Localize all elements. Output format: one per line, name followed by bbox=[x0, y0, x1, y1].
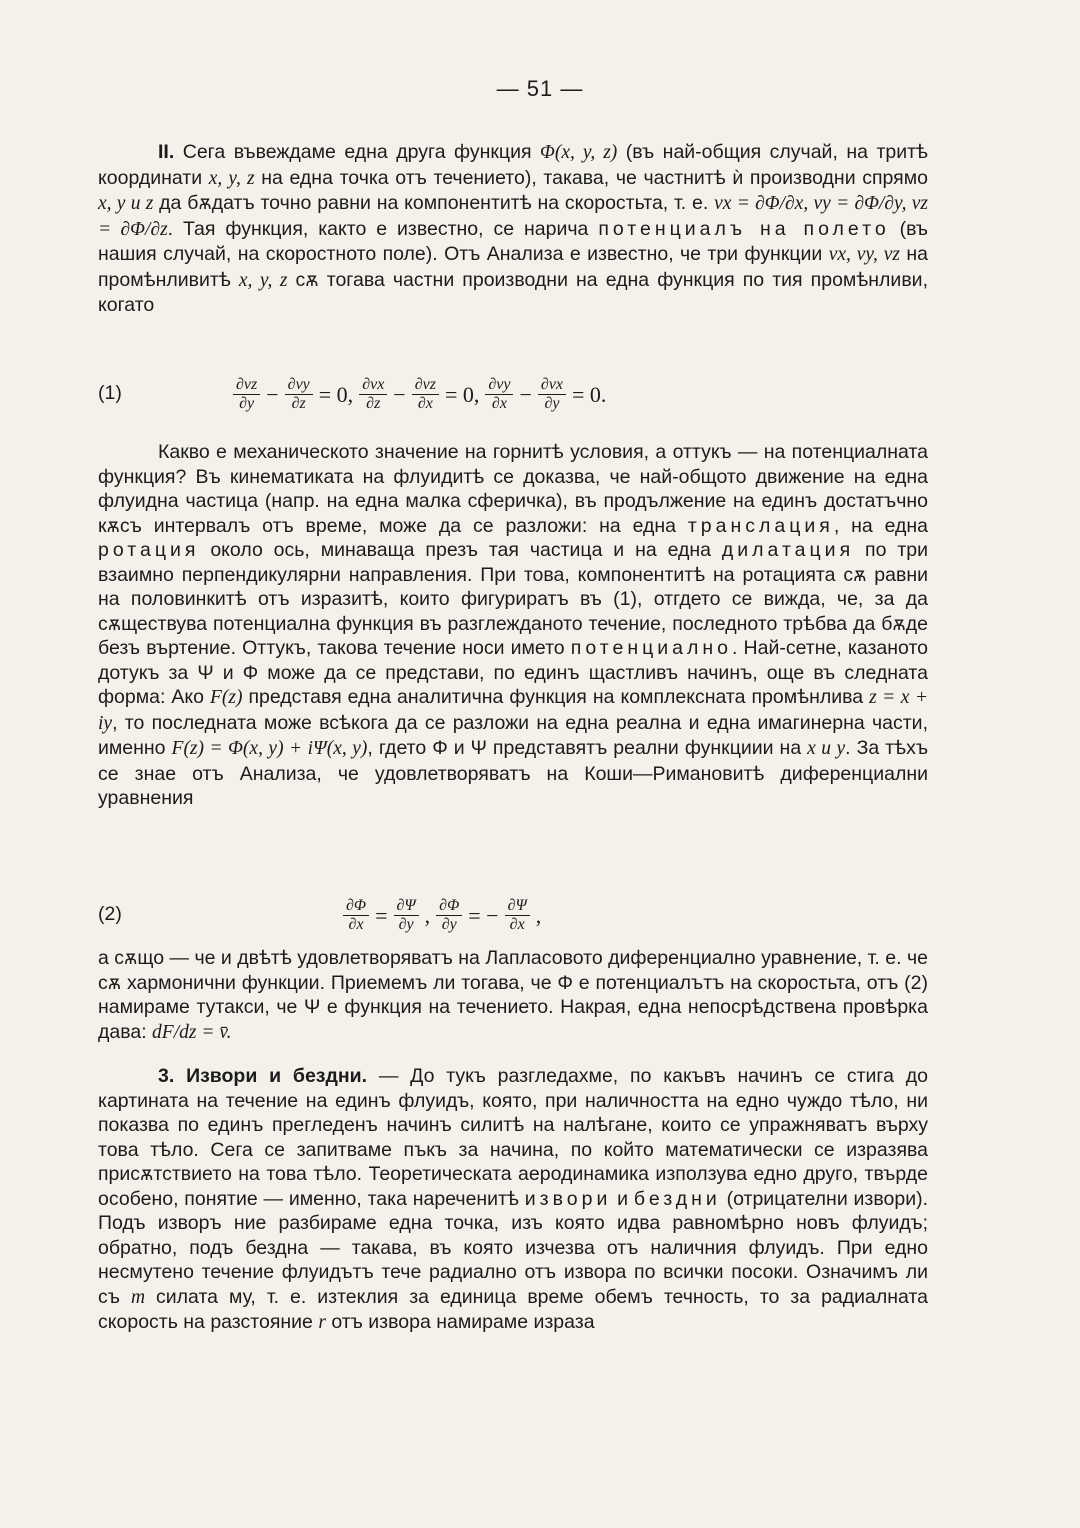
operator: = − bbox=[468, 902, 499, 928]
text: . Тая функция, както е известно, се нарича bbox=[167, 217, 599, 240]
text: Сега въвеждаме една друга функция bbox=[174, 141, 541, 163]
fraction bbox=[343, 897, 369, 934]
fraction bbox=[412, 376, 439, 413]
equation-number: (2) bbox=[98, 903, 122, 925]
denominator: ∂y bbox=[398, 916, 414, 933]
numerator: ∂vz bbox=[412, 376, 439, 395]
operator: = 0. bbox=[572, 381, 607, 407]
numerator: ∂vy bbox=[485, 376, 513, 395]
text: а сѫщо — че и двѣтѣ удовлетворяватъ на Лапласовото диференциално уравнение, т. е. че сѫ хармонични функции. Приемемъ ли тогава, че Φ е потенциалътъ на скоростьта, отъ (2) намираме тутакси, че Ψ е функция на течението. Накрая, една непосрѣдствена провѣрка дава: bbox=[98, 947, 928, 1043]
section-ii bbox=[98, 140, 928, 318]
text: представя една аналитична функция на комплексната промѣнлива bbox=[242, 686, 870, 708]
equation-2 bbox=[98, 897, 928, 947]
operator: = 0, bbox=[318, 381, 354, 407]
numerator: ∂vz bbox=[233, 376, 260, 395]
paragraph bbox=[98, 1064, 928, 1336]
equation-1 bbox=[98, 376, 928, 426]
operator: − bbox=[519, 381, 532, 407]
fraction bbox=[394, 897, 419, 934]
denominator: ∂y bbox=[441, 916, 457, 933]
text: (въ най-общия случай, на тритѣ координати bbox=[98, 141, 928, 189]
operator: , bbox=[424, 902, 431, 928]
paragraph bbox=[98, 946, 928, 1045]
text: по три взаимно перпендикулярни направления. При това, компонентитѣ на ротацията сѫ равни на половинкитѣ отъ изразитѣ, които фигуриратъ въ (1), отгдето се вижда, че, за да сѫществува потенциална функция въ разглежданото течение, последното трѣбва да бѫде безъ въртение. Оттукъ, такова течение носи името bbox=[98, 539, 928, 659]
formula: x и y bbox=[807, 738, 846, 759]
equation-body bbox=[343, 897, 541, 934]
equation-number: (1) bbox=[98, 382, 122, 404]
numerator: ∂Φ bbox=[343, 897, 369, 916]
numerator: ∂Ψ bbox=[505, 897, 530, 916]
formula: r bbox=[318, 1312, 326, 1333]
fraction bbox=[485, 376, 513, 413]
paragraph-2 bbox=[98, 440, 928, 811]
formula: vx, vy, vz bbox=[828, 244, 900, 265]
emphasis: транслация bbox=[687, 514, 834, 537]
numerator: ∂Φ bbox=[436, 897, 462, 916]
text: на една точка отъ течението), такава, че частнитѣ ѝ производни спрямо bbox=[254, 166, 928, 189]
emphasis: бездни bbox=[633, 1187, 721, 1210]
text: (въ нашия случай, на скоростното поле). Отъ Анализа е известно, че три функции bbox=[98, 217, 928, 265]
text: , на една bbox=[833, 514, 929, 537]
denominator: ∂x bbox=[348, 916, 364, 933]
formula: x, y, z bbox=[208, 167, 255, 189]
formula: F(z) bbox=[209, 687, 243, 708]
formula: dF/dz = v̄. bbox=[152, 1021, 232, 1043]
emphasis: потенциално bbox=[570, 637, 732, 659]
denominator: ∂z bbox=[291, 395, 306, 412]
fraction bbox=[505, 897, 530, 934]
paragraph-3 bbox=[98, 946, 928, 1045]
denominator: ∂y bbox=[239, 395, 255, 412]
section-3 bbox=[98, 1064, 928, 1336]
formula: x, y, z bbox=[238, 269, 288, 291]
emphasis: ротация bbox=[98, 539, 200, 561]
numerator: ∂vy bbox=[285, 376, 313, 395]
text: да бѫдатъ точно равни на компонентитѣ на скоростьта, т. е. bbox=[153, 192, 715, 214]
denominator: ∂x bbox=[417, 395, 433, 412]
text: , то последната може всѣкога да се разложи на една реална и една имагинерна части, именно bbox=[98, 711, 928, 759]
operator: − bbox=[266, 381, 279, 407]
text: и bbox=[611, 1187, 634, 1210]
operator: = bbox=[375, 902, 388, 928]
text: Какво е механическото значение на горнитѣ условия, а оттукъ — на потенциалната функция? Въ кинематиката на флуидитѣ се доказва, че най-общото движение на една флуидна частица (напр. на една малка сферичка), въ продължение на единъ достатъчно кѫсъ интервалъ отъ време, може да се разложи: на една bbox=[98, 441, 928, 537]
denominator: ∂x bbox=[491, 395, 507, 412]
text: отъ извора намираме израза bbox=[325, 1311, 595, 1333]
text: (отрицателни извори). Подъ изворъ ние разбираме една точка, изъ която идва равномѣрно новъ флуидъ; обратно, подъ бездна — такава, въ която изчезва отъ наличния флуидъ. При едно несмутено течение флуидътъ тече радиално отъ извора по всички посоки. Означимъ ли съ bbox=[98, 1187, 929, 1308]
page-number: — 51 — bbox=[496, 76, 584, 101]
denominator: ∂x bbox=[509, 916, 525, 933]
equation-body bbox=[233, 376, 606, 413]
numerator: ∂vx bbox=[538, 376, 566, 395]
formula: z = x + iy bbox=[98, 687, 928, 734]
text: — До тукъ разгледахме, по какъвъ начинъ се стига до картината на течение на единъ флуидъ, която, при наличността на едно чуждо тѣло, ни показва по единъ прегледенъ начинъ силитѣ на налѣгане, които се упражняватъ върху това тѣло. Сега се запитваме пъкъ за начина, по който математически се изразява присѫтствието на това тѣло. Теоретическата аеродинамика използува едно друго, твърде особено, понятие — именно, така нареченитѣ bbox=[98, 1065, 928, 1210]
fraction bbox=[436, 897, 462, 934]
text: около ось, минаваща презъ тая частица и на една bbox=[199, 539, 722, 561]
text: силата му, т. е. изтеклия за единица време обемъ течность, то за радиалната скорость на разстояние bbox=[98, 1285, 928, 1333]
section-ii-paragraph bbox=[98, 140, 928, 318]
denominator: ∂z bbox=[366, 395, 381, 412]
fraction bbox=[285, 376, 313, 413]
emphasis: дилатация bbox=[721, 539, 855, 561]
text: , гдето Φ и Ψ представятъ реални функциии на bbox=[367, 737, 808, 759]
formula: x, y и z bbox=[98, 193, 154, 214]
fraction bbox=[538, 376, 566, 413]
formula: Φ(x, y, z) bbox=[540, 142, 618, 163]
numerator: ∂vx bbox=[359, 376, 387, 395]
formula: m bbox=[130, 1286, 146, 1308]
operator: − bbox=[393, 381, 406, 407]
paragraph bbox=[98, 440, 928, 811]
emphasis: извори bbox=[524, 1187, 612, 1210]
numerator: ∂Ψ bbox=[394, 897, 419, 916]
emphasis: потенциалъ на полето bbox=[598, 217, 890, 240]
denominator: ∂y bbox=[544, 395, 560, 412]
formula: vx = ∂Φ/∂x, vy = ∂Φ/∂y, vz = ∂Φ/∂z bbox=[98, 193, 929, 240]
text: на промѣнливитѣ bbox=[98, 243, 928, 291]
fraction bbox=[359, 376, 387, 413]
formula: F(z) = Φ(x, y) + iΨ(x, y) bbox=[171, 738, 368, 759]
text: . Най-сетне, казаното дотукъ за Ψ и Φ може да се представи, по единъ щастливъ начинъ, още въ следната форма: Ако bbox=[98, 637, 928, 708]
section-label: II. bbox=[158, 141, 175, 163]
operator: = 0, bbox=[444, 381, 480, 407]
text: сѫ тогава частни производни на една функция по тия промѣнливи, когато bbox=[98, 268, 928, 316]
text: . За тѣхъ се знае отъ Анализа, че удовлетворяватъ на Коши—Римановитѣ диференциални уравнения bbox=[98, 737, 929, 809]
section-heading: 3. Извори и бездни. bbox=[158, 1065, 368, 1087]
operator: , bbox=[535, 902, 542, 928]
fraction bbox=[233, 376, 260, 413]
